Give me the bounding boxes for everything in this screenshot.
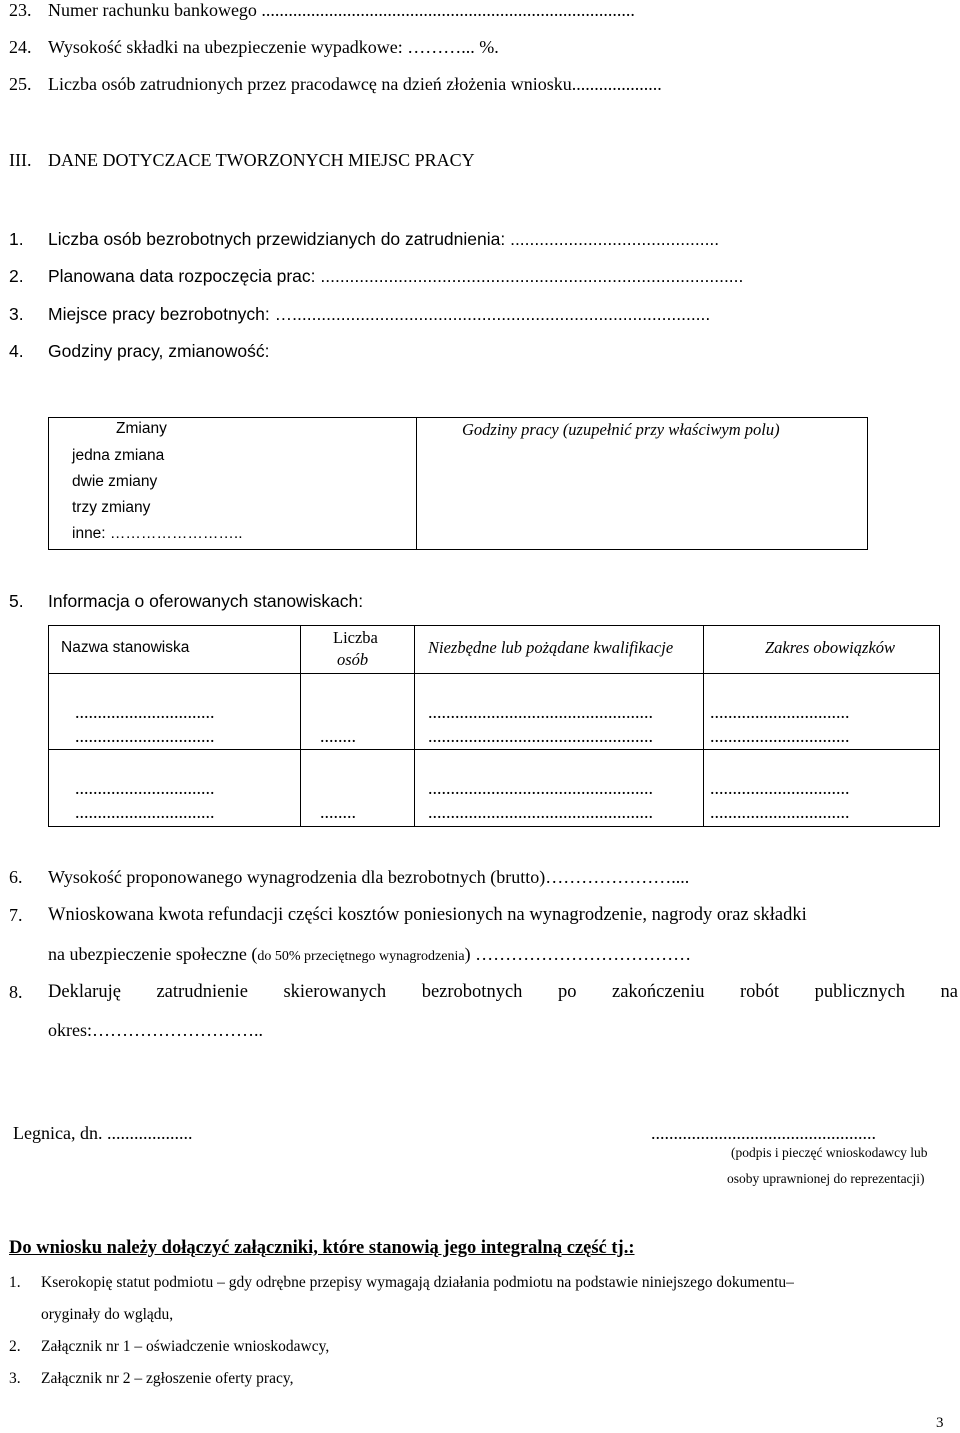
section-title: DANE DOTYCZACE TWORZONYCH MIEJSC PRACY [48,150,475,170]
cell-position-name: ............................... [75,802,215,822]
shift-option-row: inne: …………………….. [72,525,243,542]
attachment-text: Załącznik nr 2 – zgłoszenie oferty pracy, [41,1370,294,1387]
signature-caption: (podpis i pieczęć wnioskodawcy lub [731,1145,928,1160]
shift-option-row: trzy zmiany [72,499,151,516]
col-header-count-unit: osób [337,650,369,669]
item-text: Deklaruję zatrudnienie skierowanych bezrobotnych po zakończeniu robót publicznych na [48,982,958,1002]
section-number: III. [9,150,32,170]
cell-duties: ............................... [710,702,850,722]
cell-duties: ............................... [710,802,850,822]
item-number: 3. [9,304,24,324]
attachment-text-continued: oryginały do wglądu, [41,1306,174,1323]
positions-col-divider [414,625,415,827]
item-text: Planowana data rozpoczęcia prac: ....................................................................................... [48,266,744,286]
cell-qualifications: .................................................. [428,726,653,746]
item-text-continued [48,944,691,965]
item-text-part: na ubezpieczenie społeczne ( [48,944,258,964]
cell-duties: ............................... [710,726,850,746]
attachment-text: Załącznik nr 1 – oświadczenie wnioskodawcy, [41,1338,330,1355]
item-number: 4. [9,341,24,361]
cell-qualifications: .................................................. [428,702,653,722]
item-number: 1. [9,229,24,249]
page-number: 3 [936,1415,944,1431]
positions-col-divider [300,625,301,827]
cell-duties: ............................... [710,778,850,798]
positions-col-divider [703,625,704,827]
item-text: Wysokość składki na ubezpieczenie wypadkowe: ………... %. [48,37,499,57]
item-text-note: do 50% przeciętnego wynagrodzenia [257,949,465,964]
positions-header-separator [48,673,940,674]
col-header-position-name: Nazwa stanowiska [61,639,190,656]
cell-qualifications: .................................................. [428,778,653,798]
shifts-header-left: Zmiany [116,420,167,437]
shifts-header-right: Godziny pracy (uzupełnić przy właściwym polu) [462,420,780,439]
item-text: Miejsce pracy bezrobotnych: …...................................................................................... [48,304,711,324]
item-number: 25. [9,74,32,94]
item-number: 1. [9,1274,21,1291]
signature-caption: osoby uprawnionej do reprezentacji) [727,1171,925,1186]
item-text: Wnioskowana kwota refundacji części kosztów poniesionych na wynagrodzenie, nagrody oraz składki [48,905,807,925]
item-text-part: ) ……………………………… [464,944,692,964]
col-header-count: Liczba [333,628,378,647]
item-number: 23. [9,0,32,20]
item-number: 2. [9,266,24,286]
cell-count: ........ [320,726,356,746]
shifts-table-divider [416,417,417,550]
col-header-qualifications: Niezbędne lub pożądane kwalifikacje [428,638,674,657]
shift-option-row: dwie zmiany [72,473,158,490]
item-number: 5. [9,591,24,611]
item-number: 6. [9,867,23,887]
place-date: Legnica, dn. ................... [13,1123,193,1143]
attachment-text: Kserokopię statut podmiotu – gdy odrębne przepisy wymagają działania podmiotu na podstawie niniejszego dokumentu– [41,1274,794,1291]
item-number: 7. [9,905,23,925]
item-text: Godziny pracy, zmianowość: [48,341,270,361]
attachments-heading: Do wniosku należy dołączyć załączniki, które stanowią jego integralną część tj.: [9,1238,635,1258]
positions-row-separator [48,749,940,750]
item-text: Numer rachunku bankowego ................................................................................... [48,0,635,20]
cell-position-name: ............................... [75,702,215,722]
cell-qualifications: .................................................. [428,802,653,822]
signature-line: .................................................. [651,1123,876,1143]
cell-count: ........ [320,802,356,822]
col-header-duties: Zakres obowiązków [765,638,896,657]
item-number: 8. [9,982,23,1002]
item-text-continued: okres:……………………….. [48,1020,263,1040]
item-number: 24. [9,37,32,57]
cell-position-name: ............................... [75,778,215,798]
item-text: Liczba osób bezrobotnych przewidzianych do zatrudnienia: ........................................... [48,229,720,249]
item-text: Wysokość proponowanego wynagrodzenia dla bezrobotnych (brutto)………………….... [48,867,690,887]
item-number: 2. [9,1338,21,1355]
shift-option-row: jedna zmiana [72,447,165,464]
item-text: Liczba osób zatrudnionych przez pracodawcę na dzień złożenia wniosku.................... [48,74,662,94]
item-number: 3. [9,1370,21,1387]
cell-position-name: ............................... [75,726,215,746]
item-text: Informacja o oferowanych stanowiskach: [48,591,364,611]
